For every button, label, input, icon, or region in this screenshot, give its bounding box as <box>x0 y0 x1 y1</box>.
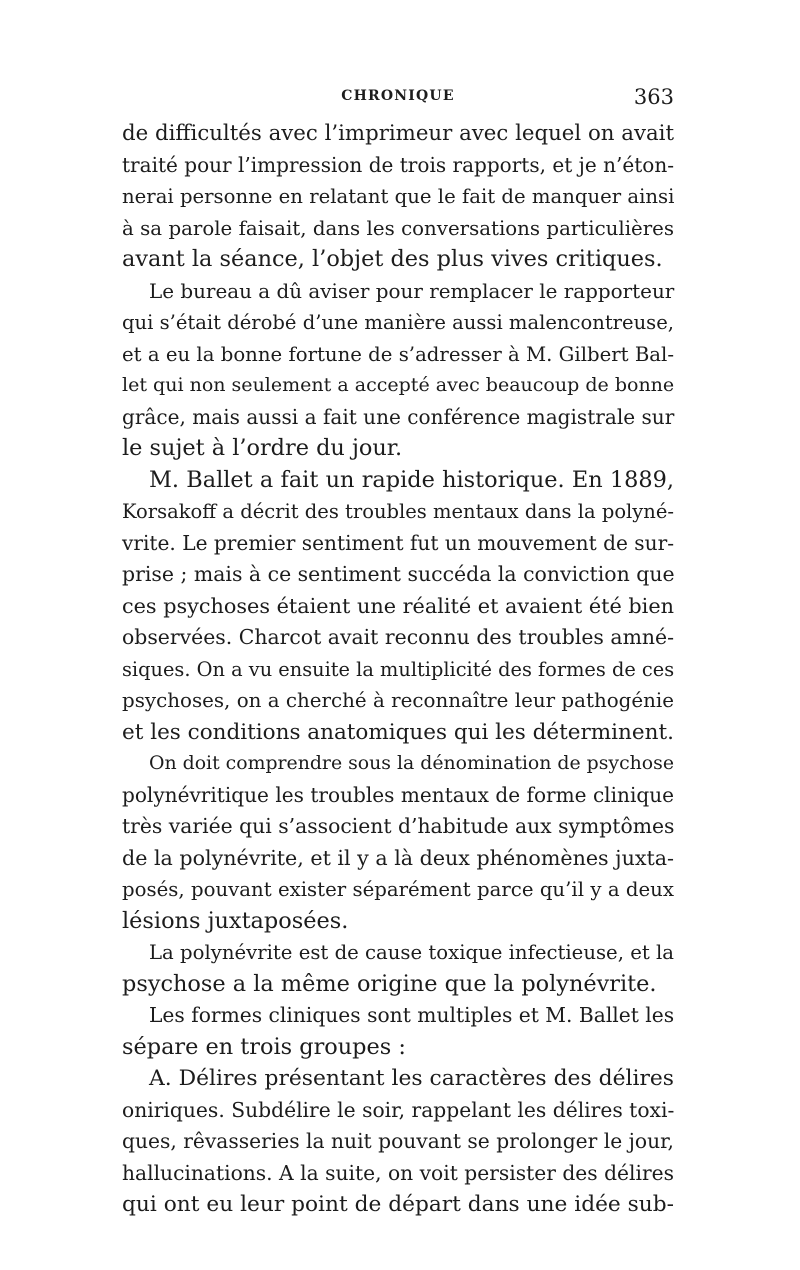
text-line: de la polynévrite, et il y a là deux phénomènes juxta- <box>122 845 674 870</box>
text-line: vrite. Le premier sentiment fut un mouvement de sur- <box>122 530 674 555</box>
text-line: traité pour l’impression de trois rapports, et je n’éton- <box>122 152 674 177</box>
text-line: let qui non seulement a accepté avec beaucoup de bonne <box>122 374 675 396</box>
text-line: psychoses, on a cherché à reconnaître leur pathogénie <box>122 689 674 712</box>
text-line: prise ; mais à ce sentiment succéda la conviction que <box>122 562 675 586</box>
text-line: posés, pouvant exister séparément parce qu’il y a deux <box>122 878 674 901</box>
text-line: à sa parole faisait, dans les conversations particulières <box>122 216 674 240</box>
text-line: sépare en trois groupes : <box>122 1033 406 1060</box>
text-line: grâce, mais aussi a fait une conférence magistrale sur <box>122 404 675 429</box>
text-line: M. Ballet a fait un rapide historique. En 1889, <box>149 466 674 493</box>
body-text <box>122 118 674 1221</box>
page-number: 363 <box>633 85 674 109</box>
text-line: nerai personne en relatant que le fait de manquer ainsi <box>122 185 675 208</box>
text-line: le sujet à l’ordre du jour. <box>122 435 403 461</box>
text-line: Les formes cliniques sont multiples et M. Ballet les <box>149 1003 675 1027</box>
running-head <box>122 85 674 112</box>
text-line: avant la séance, l’objet des plus vives critiques. <box>122 246 663 272</box>
text-line: ques, rêvasseries la nuit pouvant se prolonger le jour, <box>122 1129 674 1153</box>
text-line: A. Délires présentant les caractères des délires <box>149 1066 674 1091</box>
text-line: hallucinations. A la suite, on voit persister des délires <box>122 1160 674 1185</box>
text-line: observées. Charcot avait reconnu des troubles amné- <box>122 625 674 649</box>
text-line: Korsakoff a décrit des troubles mentaux dans la polyné- <box>122 500 674 523</box>
text-line: polynévritique les troubles mentaux de forme clinique <box>122 782 674 807</box>
text-line: oniriques. Subdélire le soir, rappelant les délires toxi- <box>122 1097 675 1122</box>
text-line: siques. On a vu ensuite la multiplicité des formes de ces <box>122 657 675 681</box>
text-line: de difficultés avec l’imprimeur avec lequel on avait <box>122 121 674 146</box>
text-line: lésions juxtaposées. <box>122 907 349 934</box>
text-line: ces psychoses étaient une réalité et avaient été bien <box>122 593 674 618</box>
text-line: Le bureau a dû aviser pour remplacer le rapporteur <box>149 279 675 303</box>
text-line: et a eu la bonne fortune de s’adresser à M. Gilbert Bal- <box>122 342 674 366</box>
text-line: qui ont eu leur point de départ dans une idée sub- <box>122 1192 674 1217</box>
text-line: psychose a la même origine que la polynévrite. <box>122 970 657 997</box>
text-line: On doit comprendre sous la dénomination de psychose <box>149 752 674 774</box>
text-line: La polynévrite est de cause toxique infectieuse, et la <box>149 941 674 964</box>
text-line: très variée qui s’associent d’habitude aux symptômes <box>122 814 675 838</box>
text-line: et les conditions anatomiques qui les déterminent. <box>122 719 674 745</box>
text-line: qui s’était dérobé d’une manière aussi malencontreuse, <box>122 311 674 334</box>
running-title: CHRONIQUE <box>341 88 455 104</box>
